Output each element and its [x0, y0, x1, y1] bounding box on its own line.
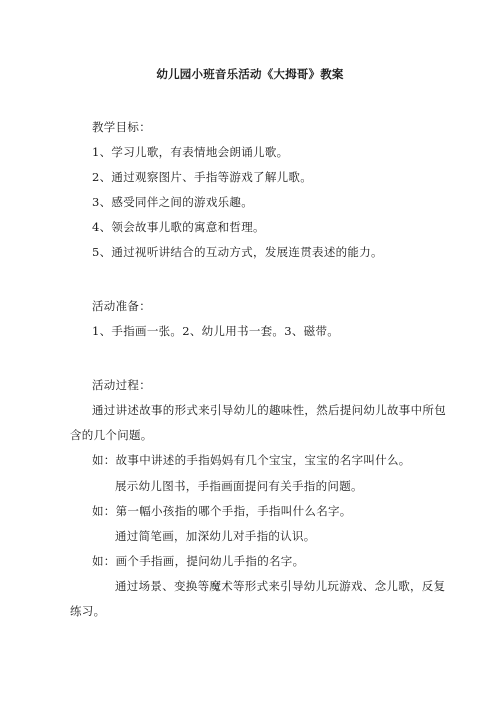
- goal-item: 4、领会故事儿歌的寓意和哲理。: [92, 220, 265, 234]
- goal-item: 1、学习儿歌，有表情地会朗诵儿歌。: [92, 145, 289, 159]
- process-paragraph: 如：第一幅小孩指的哪个手指，手指叫什么名字。: [92, 504, 352, 518]
- process-paragraph: 通过简笔画，加深幼儿对手指的认识。: [115, 529, 316, 543]
- process-paragraph: 通过场景、变换等魔术等形式来引导幼儿玩游戏、念儿歌，反复: [115, 579, 446, 593]
- goal-item: 2、通过观察图片、手指等游戏了解儿歌。: [92, 170, 313, 184]
- document-title: 幼儿园小班音乐活动《大拇哥》教案: [156, 67, 344, 81]
- goals-heading: 教学目标：: [92, 120, 151, 134]
- preparation-item: 1、手指画一张。2、幼儿用书一套。3、磁带。: [92, 324, 340, 338]
- process-paragraph: 含的几个问题。: [70, 428, 153, 442]
- goal-item: 3、感受同伴之间的游戏乐趣。: [92, 195, 254, 209]
- process-heading: 活动过程：: [92, 378, 151, 392]
- preparation-heading: 活动准备：: [92, 299, 151, 313]
- goal-item: 5、通过视听讲结合的互动方式，发展连贯表述的能力。: [92, 245, 383, 259]
- process-paragraph: 如：故事中讲述的手指妈妈有几个宝宝，宝宝的名字叫什么。: [92, 453, 411, 467]
- process-paragraph: 展示幼儿图书，手指画面提问有关手指的问题。: [115, 479, 363, 493]
- process-paragraph: 如：画个手指画，提问幼儿手指的名字。: [92, 554, 305, 568]
- process-paragraph: 练习。: [70, 604, 106, 618]
- process-paragraph: 通过讲述故事的形式来引导幼儿的趣味性，然后提问幼儿故事中所包: [92, 403, 446, 417]
